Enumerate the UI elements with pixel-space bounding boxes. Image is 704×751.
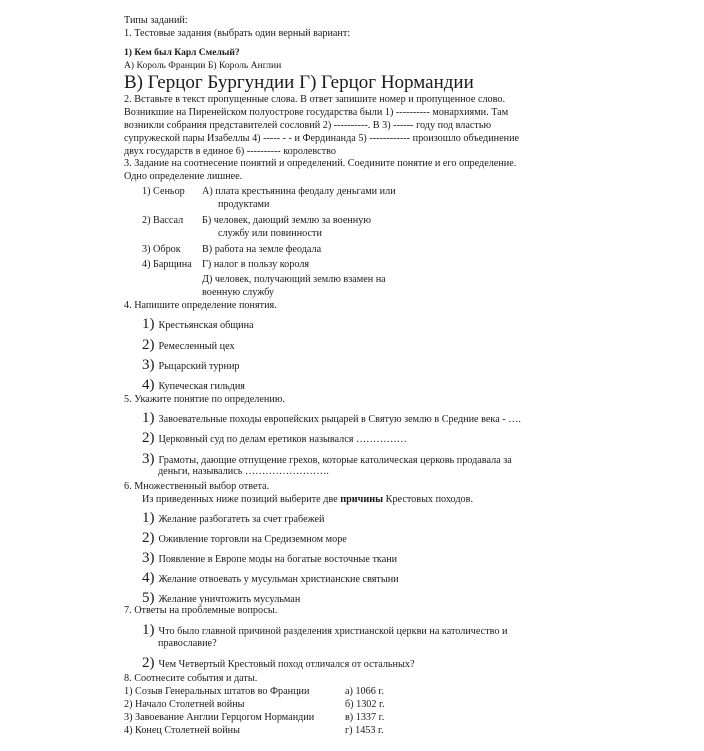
item-number: 1) — [142, 316, 155, 332]
list-item — [142, 451, 512, 467]
task5-heading: 5. Укажите понятие по определению. — [124, 394, 285, 405]
task3-definition: службу или повинности — [218, 228, 322, 239]
task2-line: супружеской пары Изабеллы 4) ----- - - и Фердинанда 5) ------------ произошло объединение — [124, 133, 520, 144]
item-number: 1) — [142, 510, 155, 526]
q1-question: 1) Кем был Карл Смелый? — [124, 47, 240, 58]
q1-options-ab: А) Король Франции Б) Король Англии — [124, 60, 282, 71]
list-item — [142, 337, 235, 353]
task3-definition: Б) человек, дающий землю за военную — [202, 215, 371, 226]
list-item — [142, 430, 407, 446]
task8-date: г) 1453 г. — [345, 725, 384, 736]
task3-definition: Г) налог в пользу короля — [202, 259, 310, 270]
task3-term: 2) Вассал — [142, 215, 184, 226]
task8-heading: 8. Соотнесите события и даты. — [124, 673, 258, 684]
task6-intro-text: Из приведенных ниже позиций выберите две — [142, 494, 338, 505]
item-number: 3) — [142, 451, 155, 467]
item-number: 1) — [142, 622, 155, 638]
list-item — [142, 655, 414, 671]
task2-line: Возникшие на Пиренейском полуострове государства были 1) ---------- монархиями. Там — [124, 107, 509, 118]
task8-event: 3) Завоевание Англии Герцогом Нормандии — [124, 712, 315, 723]
worksheet-title: Типы заданий: — [124, 15, 188, 26]
item-number: 2) — [142, 655, 155, 671]
task2-line: возникли собрания представителей сословий 2) ----------. В 3) ------ году под властью — [124, 120, 492, 131]
item-number: 1) — [142, 410, 155, 426]
item-text: Желание разбогатеть за счет грабежей — [158, 514, 325, 525]
list-item — [142, 357, 240, 373]
item-text: Грамоты, дающие отпущение грехов, которые католическая церковь продавала за — [158, 455, 512, 466]
task3-term: 3) Оброк — [142, 244, 181, 255]
task1-heading: 1. Тестовые задания (выбрать один верный вариант: — [124, 28, 351, 39]
item-text: Завоевательные походы европейских рыцарей в Святую землю в Средние века - …. — [158, 414, 521, 425]
list-item — [142, 530, 347, 546]
list-item — [142, 316, 254, 332]
task8-event: 2) Начало Столетней войны — [124, 699, 245, 710]
task3-definition: Д) человек, получающий землю взамен на — [202, 274, 386, 285]
task6-intro-keyword: причины — [340, 494, 384, 505]
task3-term: 1) Сеньор — [142, 186, 185, 197]
item-number: 4) — [142, 570, 155, 586]
item-number: 4) — [142, 377, 155, 393]
item-text: Крестьянская община — [158, 320, 254, 331]
task7-heading: 7. Ответы на проблемные вопросы. — [124, 605, 278, 616]
task8-date: в) 1337 г. — [345, 712, 385, 723]
task2-line: двух государств в единое 6) ---------- королевство — [124, 146, 336, 157]
list-item — [142, 622, 507, 638]
item-number: 3) — [142, 357, 155, 373]
list-item — [142, 377, 245, 393]
item-text: Желание уничтожить мусульман — [158, 594, 301, 605]
item-text-continued: деньги, назывались ……………………. — [158, 466, 329, 477]
list-item — [142, 570, 399, 586]
item-text: Церковный суд по делам еретиков назывался …………… — [158, 434, 407, 445]
task6-intro — [142, 494, 473, 506]
task3-definition: продуктами — [218, 199, 270, 210]
task3-note: Одно определение лишнее. — [124, 171, 243, 182]
list-item — [142, 410, 521, 426]
item-text: Чем Четвертый Крестовый поход отличался от остальных? — [158, 659, 415, 670]
item-text: Купеческая гильдия — [158, 381, 245, 392]
item-number: 2) — [142, 337, 155, 353]
task4-heading: 4. Напишите определение понятия. — [124, 300, 277, 311]
item-text: Оживление торговли на Средиземном море — [158, 534, 347, 545]
task8-date: а) 1066 г. — [345, 686, 384, 697]
task6-intro-text: Крестовых походов. — [385, 494, 473, 505]
task3-definition: военную службу — [202, 287, 274, 298]
task8-date: б) 1302 г. — [345, 699, 385, 710]
task8-event: 4) Конец Столетней войны — [124, 725, 240, 736]
list-item — [142, 510, 324, 526]
item-number: 2) — [142, 430, 155, 446]
item-text: Рыцарский турнир — [158, 361, 240, 372]
task3-heading: 3. Задание на соотнесение понятий и определений. Соедините понятие и его определение. — [124, 158, 517, 169]
list-item — [142, 550, 397, 566]
task3-term: 4) Барщина — [142, 259, 192, 270]
item-text-continued: православие? — [158, 638, 217, 649]
task8-event: 1) Созыв Генеральных штатов во Франции — [124, 686, 310, 697]
item-text: Желание отвоевать у мусульман христианские святыни — [158, 574, 399, 585]
list-item — [142, 590, 300, 606]
task3-definition: А) плата крестьянина феодалу деньгами или — [202, 186, 396, 197]
task2-line: 2. Вставьте в текст пропущенные слова. В ответ запишите номер и пропущенное слово. — [124, 94, 506, 105]
task3-definition: В) работа на земле феодала — [202, 244, 322, 255]
item-number: 5) — [142, 590, 155, 606]
item-number: 2) — [142, 530, 155, 546]
task6-heading: 6. Множественный выбор ответа. — [124, 481, 270, 492]
item-number: 3) — [142, 550, 155, 566]
q1-options-vg: В) Герцог Бургундии Г) Герцог Нормандии — [124, 72, 474, 93]
item-text: Что было главной причиной разделения христианской церкви на католичество и — [158, 626, 508, 637]
item-text: Ремесленный цех — [158, 341, 235, 352]
item-text: Появление в Европе моды на богатые восточные ткани — [158, 554, 398, 565]
